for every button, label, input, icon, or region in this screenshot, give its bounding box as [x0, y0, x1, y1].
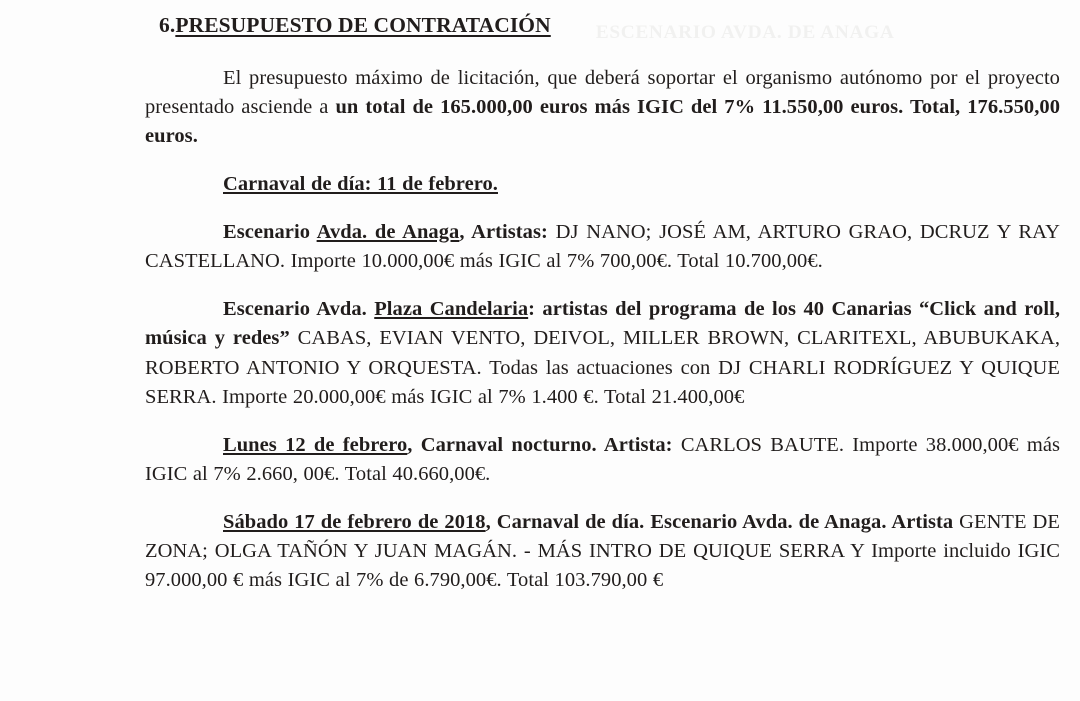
page-title [145, 14, 1060, 38]
paragraph-escenario-anaga [145, 218, 1060, 276]
paragraph-lunes-12 [145, 431, 1060, 489]
escenario-candelaria-venue: Plaza Candelaria [374, 298, 529, 321]
paragraph-sabado-17 [145, 508, 1060, 595]
escenario-anaga-venue: Avda. de Anaga [316, 221, 460, 244]
lunes-12-description: , Carnaval nocturno. Artista: [407, 433, 681, 456]
sabado-17-description: , Carnaval de día. Escenario Avda. de Anaga. Artista [485, 510, 960, 533]
escenario-candelaria-lead: Escenario Avda. [223, 298, 375, 321]
section-title-text: PRESUPUESTO DE CONTRATACIÓN [175, 13, 551, 37]
escenario-anaga-artists-and-amounts: DJ NANO; JOSÉ AM, ARTURO GRAO, DCRUZ Y RAY CASTELLANO. Importe 10.000,00€ más IGIC al 7% 700,00€. Total 10.700,00€. [145, 221, 1060, 273]
paragraph-budget-intro [145, 64, 1060, 151]
escenario-anaga-lead: Escenario [223, 221, 317, 244]
escenario-candelaria-artists-and-amounts: CABAS, EVIAN VENTO, DEIVOL, MILLER BROWN, CLARITEXL, ABUBUKAKA, ROBERTO ANTONIO Y ORQUESTA. Todas las actuaciones con DJ CHARLI RODRÍGUEZ Y QUIQUE SERRA. Importe 20.000,00€ más IGIC al 7% 1.400 €. Total 21.400,00€ [145, 327, 1060, 408]
document-body [145, 14, 1060, 614]
sabado-17-date-heading: Sábado 17 de febrero de 2018 [223, 510, 486, 533]
paragraph-escenario-candelaria [145, 295, 1060, 411]
escenario-anaga-artists-label: , Artistas: [459, 221, 556, 244]
carnaval-dia-date-heading: Carnaval de día: 11 de febrero. [223, 172, 498, 195]
budget-intro-normal-text: El presupuesto máximo de licitación, que deberá soportar el organismo autónomo por el proyecto presentado asciende a [145, 66, 1060, 118]
budget-intro-bold-amounts: un total de 165.000,00 euros más IGIC del 7% 11.550,00 euros. Total, 176.550,00 euros. [145, 95, 1060, 147]
sabado-17-artists-and-amounts: GENTE DE ZONA; OLGA TAÑÓN Y JUAN MAGÁN. - MÁS INTRO DE QUIQUE SERRA Y Importe incluido IGIC 97.000,00 € más IGIC al 7% de 6.790,00€. Total 103.790,00 € [145, 510, 1060, 592]
scan-bleedthrough-text: ESCENARIO AVDA. DE ANAGA [595, 22, 895, 43]
paragraph-carnaval-dia-heading [145, 170, 1060, 199]
lunes-12-artist-and-amounts: CARLOS BAUTE. Importe 38.000,00€ más IGIC al 7% 2.660, 00€. Total 40.660,00€. [145, 433, 1060, 485]
section-number: 6. [159, 13, 176, 37]
lunes-12-date-heading: Lunes 12 de febrero [223, 433, 408, 456]
escenario-candelaria-program-label: : artistas del programa de los 40 Canarias “Click and roll, música y redes” [145, 298, 1060, 350]
